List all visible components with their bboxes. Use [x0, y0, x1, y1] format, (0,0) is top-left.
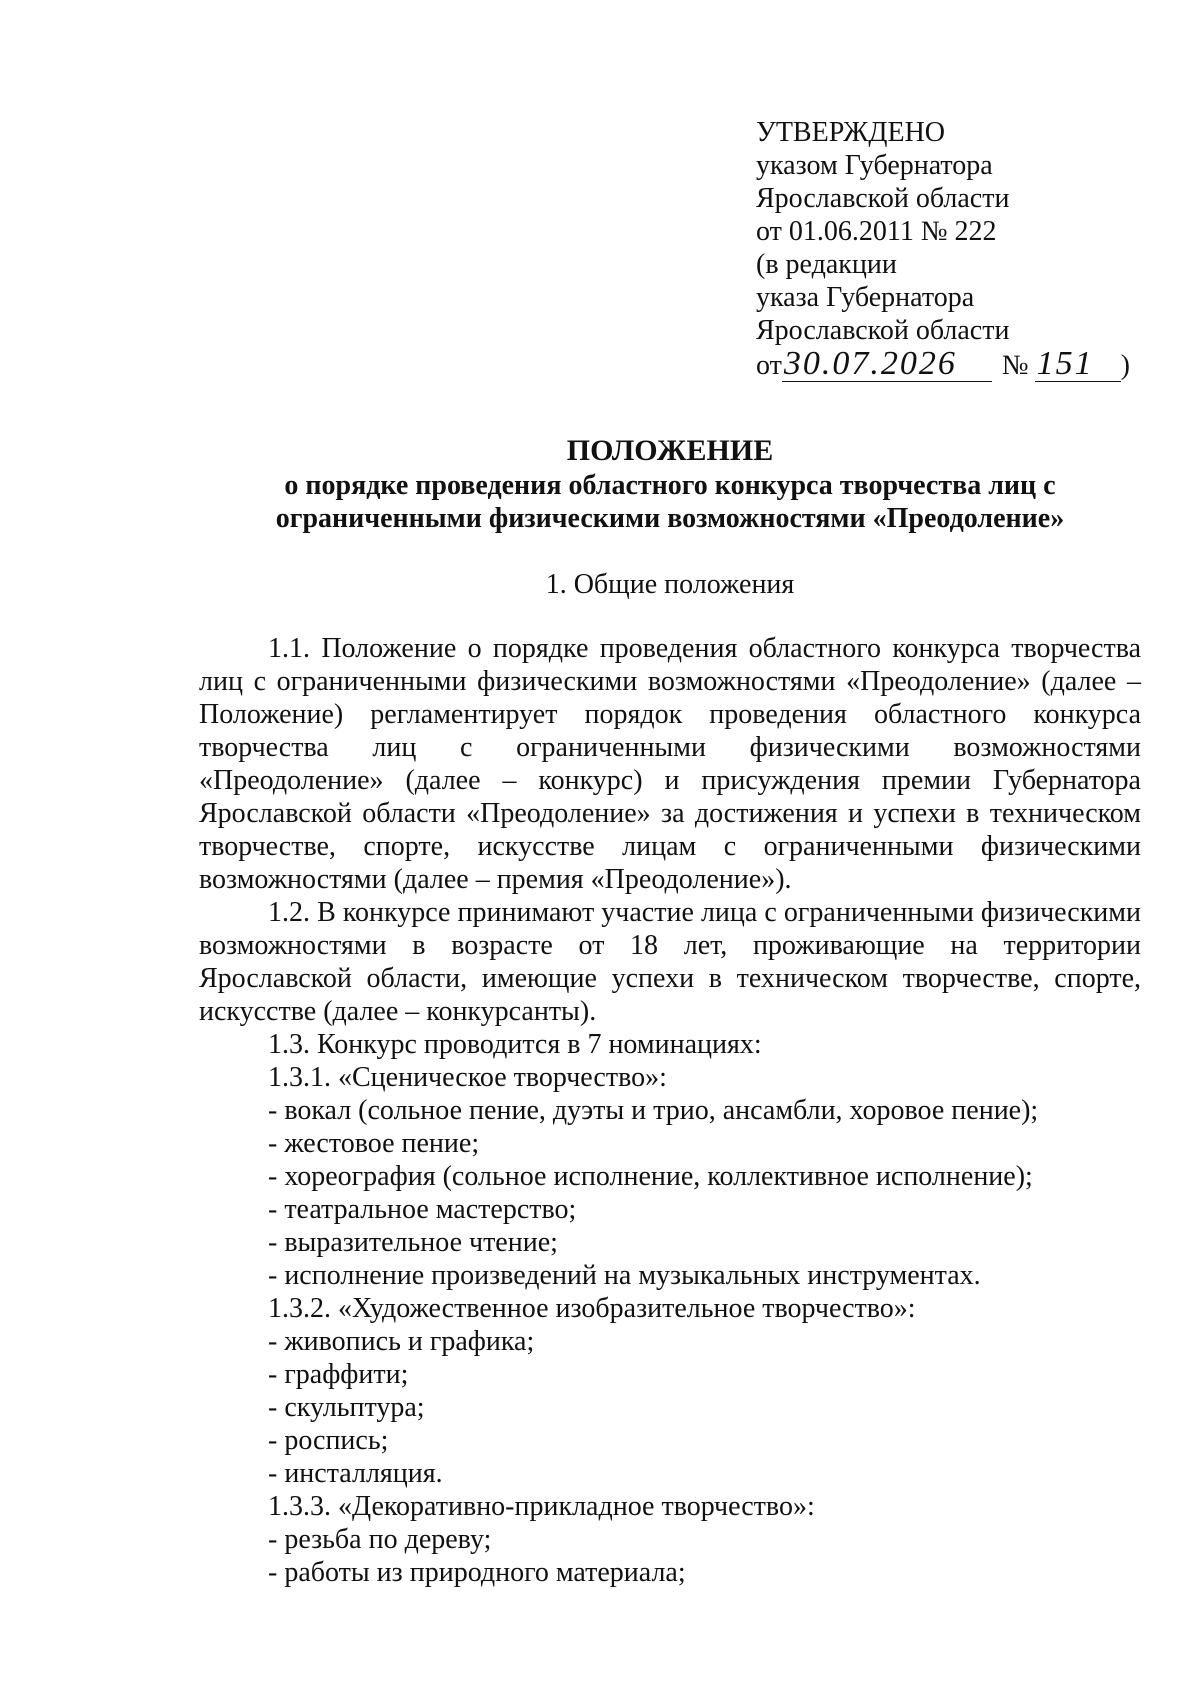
list-item: - жестовое пение;: [268, 1128, 480, 1159]
list-item: - инсталляция.: [268, 1458, 443, 1489]
from-prefix: от: [756, 350, 782, 381]
approval-date-line: [756, 347, 1176, 382]
document-title: [180, 433, 1160, 535]
nomination-title: 1.3.2. «Художественное изобразительное творчество»:: [268, 1293, 916, 1324]
paragraph-1-3: 1.3. Конкурс проводится в 7 номинациях:: [268, 1029, 762, 1060]
approval-line-2: указом Губернатора: [756, 150, 993, 181]
approval-line-5: (в редакции: [756, 249, 897, 280]
paragraph-1-2: 1.2. В конкурсе принимают участие лица с ограниченными физическими возможностями в возрасте от 18 лет, проживающие на территории Ярославской области, имеющие успехи в техническом творчестве, спорте, искусстве (далее – конкурсанты).: [199, 897, 1141, 1027]
handwritten-number: 151: [1035, 347, 1121, 382]
number-sign: №: [1001, 350, 1029, 381]
title-line-2: о порядке проведения областного конкурса творчества лиц с: [284, 470, 1056, 501]
list-item: - театральное мастерство;: [268, 1194, 577, 1225]
list-item: - работы из природного материала;: [268, 1557, 686, 1588]
approval-stamp: [756, 116, 1176, 382]
approval-line-1: УТВЕРЖДЕНО: [756, 117, 946, 148]
close-paren: ): [1120, 350, 1130, 381]
list-item: - хореография (сольное исполнение, коллективное исполнение);: [268, 1161, 1033, 1192]
title-line-3: ограниченными физическими возможностями «Преодоление»: [275, 503, 1065, 534]
approval-line-6: указа Губернатора: [756, 282, 975, 313]
list-item: - роспись;: [268, 1425, 389, 1456]
title-main: ПОЛОЖЕНИЕ: [566, 434, 774, 467]
list-item: - вокал (сольное пение, дуэты и трио, ансамбли, хоровое пение);: [268, 1095, 1039, 1126]
list-item: - живопись и графика;: [268, 1326, 535, 1357]
approval-line-3: Ярославской области: [756, 183, 1010, 214]
document-body: [199, 632, 1141, 1589]
list-item: - исполнение произведений на музыкальных инструментах.: [268, 1260, 981, 1291]
nomination-title: 1.3.1. «Сценическое творчество»:: [268, 1062, 667, 1093]
section-heading: 1. Общие положения: [545, 569, 795, 600]
list-item: - резьба по дереву;: [268, 1524, 492, 1555]
approval-line-7: Ярославской области: [756, 315, 1010, 346]
list-item: - выразительное чтение;: [268, 1227, 558, 1258]
paragraph-1-1: 1.1. Положение о порядке проведения областного конкурса творчества лиц с ограниченными физическими возможностями «Преодоление» (далее – Положение) регламентирует порядок проведения областного конкурса творчества лиц с ограниченными физическими возможностями «Преодоление» (далее – конкурс) и присуждения премии Губернатора Ярославской области «Преодоление» за достижения и успехи в техническом творчестве, спорте, искусстве лицам с ограниченными физическими возможностями (далее – премия «Преодоление»).: [199, 633, 1141, 895]
list-item: - граффити;: [268, 1359, 409, 1390]
list-item: - скульптура;: [268, 1392, 425, 1423]
handwritten-date: 30.07.2026: [782, 347, 992, 382]
approval-line-4: от 01.06.2011 № 222: [756, 216, 997, 247]
nomination-title: 1.3.3. «Декоративно-прикладное творчество»:: [268, 1491, 815, 1522]
